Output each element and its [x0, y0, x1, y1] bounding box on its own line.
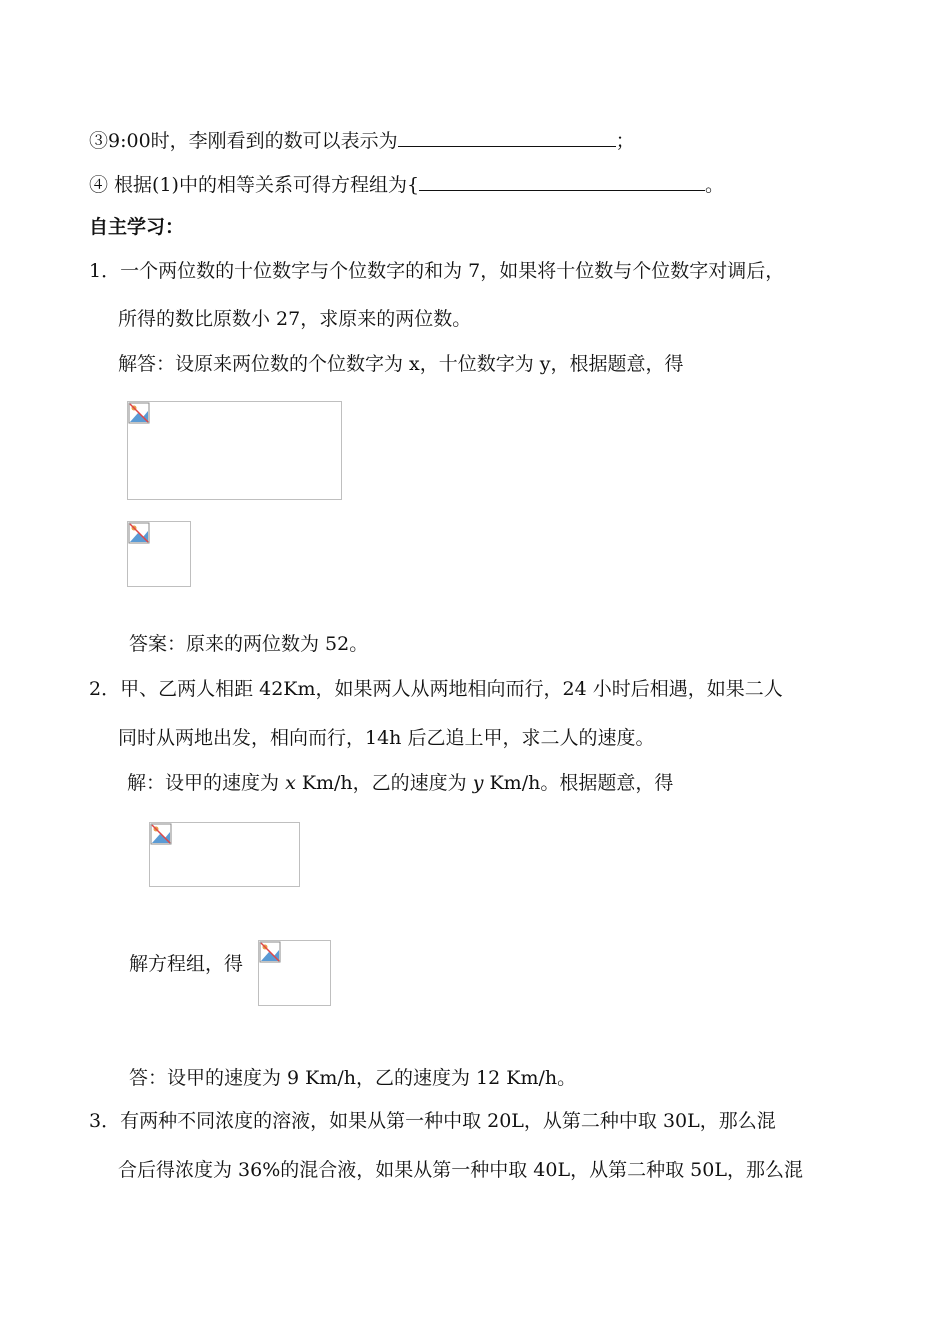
solution-text-c: Km/h。根据题意，得 [483, 772, 674, 794]
item-3-end: ； [615, 130, 635, 152]
solution-text-a: 解：设甲的速度为 [127, 772, 280, 794]
item-4-line [89, 172, 724, 197]
item-3-answer-blank[interactable] [398, 128, 616, 147]
solution-image [258, 940, 331, 1006]
broken-image-icon [259, 941, 281, 963]
solution-image [127, 521, 191, 587]
section-title: 自主学习： [89, 216, 185, 238]
problem-3-line-1: 3．有两种不同浓度的溶液，如果从第一种中取 20L，从第二种中取 30L，那么混 [89, 1110, 776, 1132]
broken-image-icon [128, 402, 150, 424]
item-4-end: 。 [705, 174, 725, 196]
problem-3-line-2: 合后得浓度为 36%的混合液，如果从第一种中取 40L，从第二种取 50L，那么混 [118, 1159, 803, 1181]
item-4-answer-blank[interactable] [419, 172, 705, 191]
variable-x: x [285, 772, 296, 794]
equation-system-image [149, 822, 300, 887]
problem-2-solution [127, 771, 673, 795]
solution-text-b: Km/h，乙的速度为 [295, 772, 467, 794]
broken-image-icon [150, 823, 172, 845]
problem-2-solve-text: 解方程组，得 [129, 953, 244, 975]
variable-y: y [472, 772, 484, 794]
equation-system-image [127, 401, 342, 500]
broken-image-icon [128, 522, 150, 544]
problem-1-line-2: 所得的数比原数小 27，求原来的两位数。 [118, 308, 472, 330]
problem-2-line-2: 同时从两地出发，相向而行，14h 后乙追上甲，求二人的速度。 [118, 727, 655, 749]
item-3-line [89, 128, 635, 153]
problem-2-answer: 答：设甲的速度为 9 Km/h，乙的速度为 12 Km/h。 [129, 1067, 577, 1089]
problem-1-solution: 解答：设原来两位数的个位数字为 x，十位数字为 y，根据题意，得 [118, 353, 684, 375]
item-4-label: ④ 根据(1)中的相等关系可得方程组为{ [89, 174, 420, 196]
item-3-label: ③9:00时，李刚看到的数可以表示为 [89, 130, 398, 152]
problem-1-line-1: 1．一个两位数的十位数字与个位数字的和为 7，如果将十位数与个位数字对调后， [89, 260, 785, 282]
problem-1-answer: 答案：原来的两位数为 52。 [129, 633, 369, 655]
problem-2-line-1: 2．甲、乙两人相距 42Km，如果两人从两地相向而行，24 小时后相遇，如果二人 [89, 678, 783, 700]
